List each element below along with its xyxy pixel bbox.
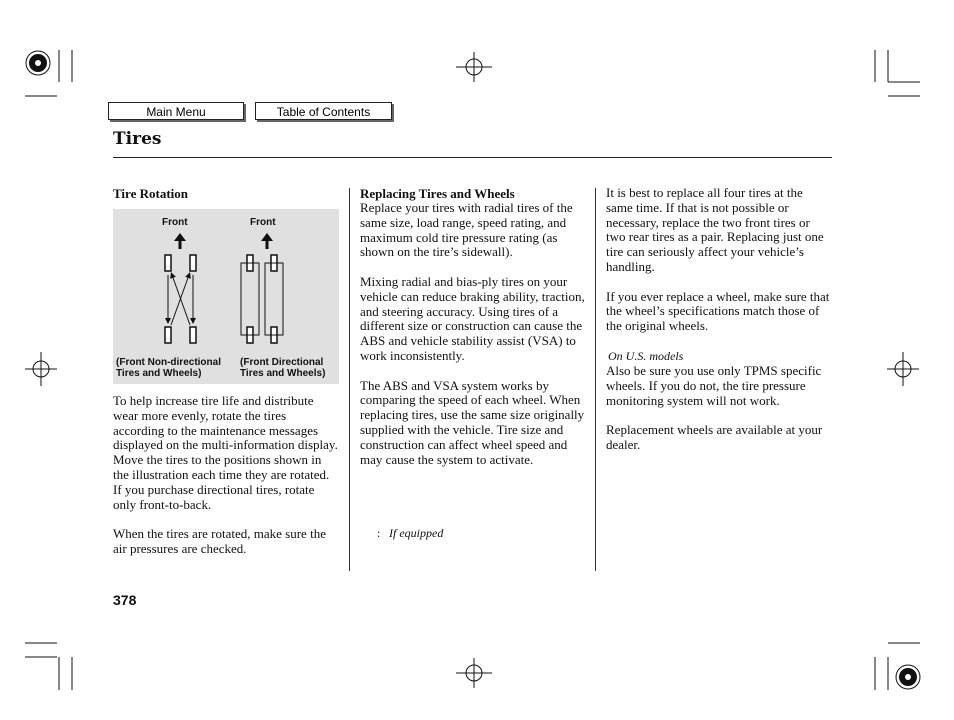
paragraph: Replace your tires with radial tires of the same size, load range, speed rating, and maximum cold tire pressure rating (as shown on the tire’s sidewall).: [360, 200, 573, 260]
column-3-text-bottom: [606, 364, 832, 468]
page-title: Tires: [113, 129, 162, 149]
title-divider: [113, 157, 832, 158]
tire-rotation-heading: Tire Rotation: [113, 186, 188, 201]
paragraph: The ABS and VSA system works by comparing the speed of each wheel. When replacing tires, use the same size originally supplied with the vehicle. Tire size and construction can affect wheel speed and may cause the system to activate.: [360, 377, 585, 467]
rotation-diagram: [113, 209, 339, 359]
column-divider: [349, 188, 350, 571]
front-label: Front: [162, 217, 188, 228]
column-1-text: [113, 394, 339, 572]
paragraph: It is best to replace all four tires at the same time. If that is not possible or necessary, replace the two front tires or two rear tires as a pair. Replacing just one tire can seriously affect your vehicle’s handling.: [606, 185, 824, 274]
paragraph: Replacement wheels are available at your dealer.: [606, 422, 823, 452]
caption-directional: (Front Directional Tires and Wheels): [240, 357, 326, 379]
paragraph: Also be sure you use only TPMS specific wheels. If you do not, the tire pressure monitoring system will not work.: [606, 363, 822, 408]
footnote-text: If equipped: [389, 526, 444, 540]
column-3-text-top: [606, 186, 832, 349]
footnote-mark: :: [377, 526, 381, 540]
front-label: Front: [250, 217, 276, 228]
page-number: 378: [113, 592, 137, 608]
column-divider: [595, 188, 596, 571]
us-models-note: On U.S. models: [608, 349, 684, 363]
paragraph: Mixing radial and bias-ply tires on your vehicle can reduce braking ability, traction, and steering accuracy. Using tires of a different size or construction can cause the ABS and vehicle stability assist (VSA) to work inconsistently.: [360, 273, 585, 363]
caption-non-directional: (Front Non-directional Tires and Wheels): [116, 357, 221, 379]
paragraph: If you ever replace a wheel, make sure that the wheel’s specifications match those of the original wheels.: [606, 288, 830, 334]
paragraph: To help increase tire life and distribute wear more evenly, rotate the tires according to the maintenance messages displayed on the multi-information display. Move the tires to the positions shown in the illustration each time they are rotated. If you purchase directional tires, rotate only front-to-back.: [113, 393, 338, 512]
replacing-tires-heading: Replacing Tires and Wheels: [360, 186, 515, 201]
table-of-contents-button[interactable]: Table of Contents: [255, 102, 392, 120]
column-2-text: [360, 201, 588, 482]
main-menu-button[interactable]: Main Menu: [108, 102, 244, 120]
paragraph: When the tires are rotated, make sure the air pressures are checked.: [113, 526, 326, 556]
tire-rotation-figure: [113, 209, 339, 384]
